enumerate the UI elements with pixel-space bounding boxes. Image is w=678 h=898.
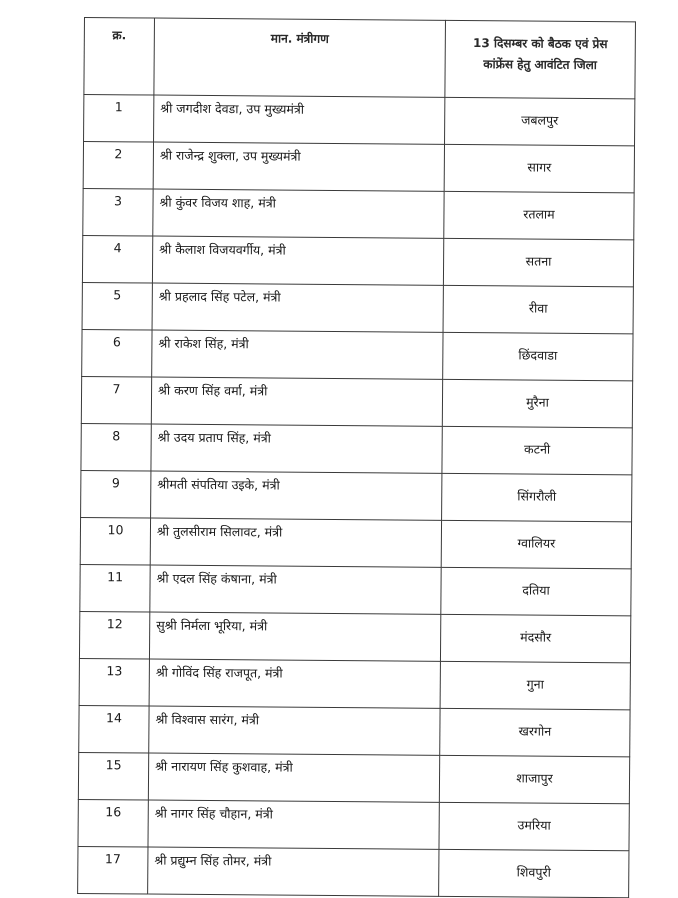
district-cell: गुना <box>440 661 630 709</box>
table-row <box>78 846 629 897</box>
serial-number-cell: 7 <box>81 376 151 424</box>
serial-number-cell: 1 <box>84 95 154 143</box>
district-cell: सतना <box>443 238 633 286</box>
serial-number-cell: 2 <box>83 142 153 190</box>
minister-name-cell: श्री नारायण सिंह कुशवाह, मंत्री <box>148 753 439 802</box>
header-row <box>84 18 636 99</box>
serial-number-cell: 9 <box>81 470 151 518</box>
table-row <box>81 376 632 427</box>
table-row <box>78 799 629 850</box>
table-row <box>82 282 633 333</box>
minister-name-cell: श्री राकेश सिंह, मंत्री <box>152 330 443 379</box>
district-cell: दतिया <box>441 567 631 615</box>
serial-number-cell: 4 <box>82 235 152 283</box>
minister-name-cell: श्री प्रद्युम्न सिंह तोमर, मंत्री <box>148 847 439 896</box>
serial-number-cell: 12 <box>79 611 149 659</box>
district-cell: उमरिया <box>439 802 629 850</box>
table-row <box>78 752 629 803</box>
header-minister: मान. मंत्रीगण <box>154 18 446 97</box>
minister-name-cell: श्री करण सिंह वर्मा, मंत्री <box>151 377 442 426</box>
table-body <box>78 95 635 898</box>
table-row <box>83 142 634 193</box>
serial-number-cell: 6 <box>82 329 152 377</box>
minister-name-cell: श्री तुलसीराम सिलावट, मंत्री <box>150 518 441 567</box>
district-cell: जबलपुर <box>445 97 635 145</box>
table-row <box>79 658 630 709</box>
serial-number-cell: 3 <box>83 188 153 236</box>
header-serial: क्र. <box>84 18 155 96</box>
serial-number-cell: 11 <box>80 564 150 612</box>
district-cell: शिवपुरी <box>439 849 629 897</box>
table-row <box>84 95 635 146</box>
district-cell: छिंदवाडा <box>443 332 633 380</box>
district-cell: सागर <box>444 144 634 192</box>
minister-name-cell: श्री विश्वास सारंग, मंत्री <box>149 706 440 755</box>
serial-number-cell: 16 <box>78 799 148 847</box>
minister-district-table <box>77 17 636 898</box>
district-cell: रीवा <box>443 285 633 333</box>
table-row <box>79 705 630 756</box>
table-row <box>80 564 631 615</box>
serial-number-cell: 14 <box>79 705 149 753</box>
district-cell: खरगोन <box>440 708 630 756</box>
table-row <box>81 470 632 521</box>
district-cell: रतलाम <box>444 191 634 239</box>
table-row <box>82 329 633 380</box>
minister-name-cell: श्रीमती संपतिया उइके, मंत्री <box>151 471 442 520</box>
table-header <box>84 18 636 99</box>
serial-number-cell: 8 <box>81 423 151 471</box>
table-row <box>80 517 631 568</box>
district-cell: ग्वालियर <box>441 520 631 568</box>
district-cell: सिंगरौली <box>442 473 632 521</box>
district-cell: मुरैना <box>442 379 632 427</box>
serial-number-cell: 10 <box>80 517 150 565</box>
minister-name-cell: श्री कुंवर विजय शाह, मंत्री <box>153 189 444 238</box>
district-cell: मंदसौर <box>440 614 630 662</box>
header-district <box>445 20 636 98</box>
table-row <box>81 423 632 474</box>
minister-name-cell: श्री एदल सिंह कंषाना, मंत्री <box>150 565 441 614</box>
minister-name-cell: श्री उदय प्रताप सिंह, मंत्री <box>151 424 442 473</box>
minister-name-cell: श्री नागर सिंह चौहान, मंत्री <box>148 800 439 849</box>
minister-name-cell: श्री गोविंद सिंह राजपूत, मंत्री <box>149 659 440 708</box>
minister-name-cell: श्री कैलाश विजयवर्गीय, मंत्री <box>152 236 443 285</box>
table-row <box>83 188 634 239</box>
table-row <box>79 611 630 662</box>
serial-number-cell: 17 <box>78 846 148 894</box>
serial-number-cell: 13 <box>79 658 149 706</box>
header-district-line1: 13 दिसम्बर को बैठक एवं प्रेस <box>473 36 608 52</box>
district-cell: कटनी <box>442 426 632 474</box>
minister-name-cell: श्री प्रहलाद सिंह पटेल, मंत्री <box>152 283 443 332</box>
header-district-line2: कांफ्रेंस हेतु आवंटित जिला <box>483 57 598 73</box>
minister-name-cell: श्री राजेन्द्र शुक्ला, उप मुख्यमंत्री <box>153 142 444 191</box>
table-row <box>82 235 633 286</box>
serial-number-cell: 5 <box>82 282 152 330</box>
minister-name-cell: सुश्री निर्मला भूरिया, मंत्री <box>149 612 440 661</box>
district-cell: शाजापुर <box>439 755 629 803</box>
minister-name-cell: श्री जगदीश देवडा, उप मुख्यमंत्री <box>154 95 445 144</box>
serial-number-cell: 15 <box>78 752 148 800</box>
